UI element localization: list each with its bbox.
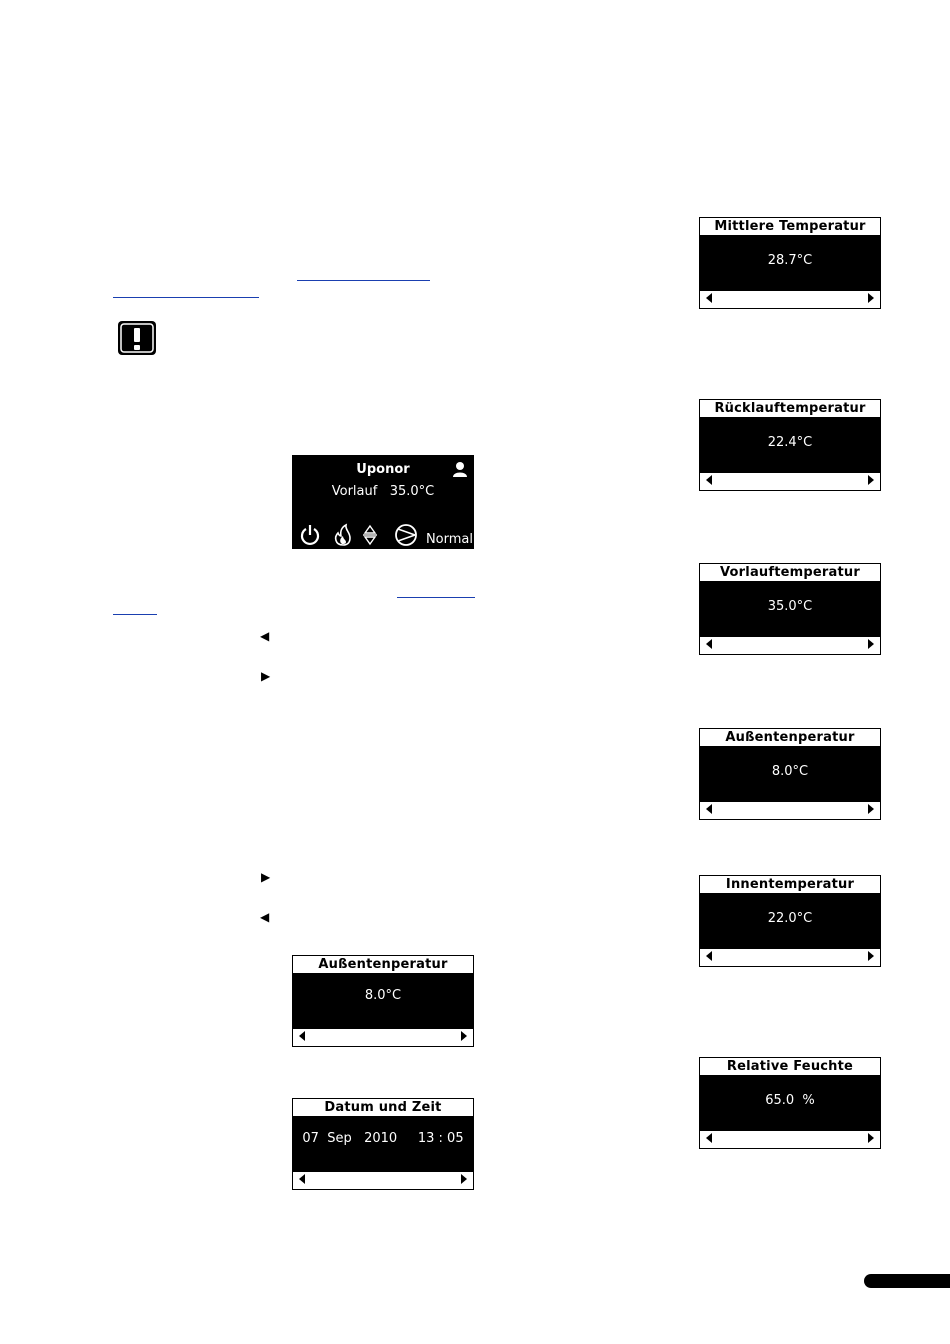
page-edge-tab	[864, 1274, 950, 1288]
panel-value: 8.0°C	[700, 747, 880, 801]
relative-humidity-panel	[699, 1057, 881, 1149]
left-arrow-icon	[706, 639, 712, 649]
right-arrow-icon	[868, 951, 874, 961]
panel-title: Relative Feuchte	[700, 1058, 880, 1076]
return-temperature-panel	[699, 399, 881, 491]
indoor-temperature-panel	[699, 875, 881, 967]
date-time-panel	[292, 1098, 474, 1190]
up-down-icon	[363, 526, 377, 544]
panel-nav	[700, 472, 880, 488]
right-arrow-icon: ▶	[261, 669, 271, 683]
supply-temperature-panel	[699, 563, 881, 655]
right-arrow-icon	[461, 1031, 467, 1041]
link-underline[interactable]	[113, 297, 259, 298]
left-arrow-icon	[299, 1174, 305, 1184]
pump-icon	[396, 525, 416, 545]
panel-title: Innentemperatur	[700, 876, 880, 894]
panel-nav	[700, 1130, 880, 1146]
panel-title: Außentenperatur	[700, 729, 880, 747]
user-icon	[452, 461, 468, 477]
left-arrow-icon	[706, 1133, 712, 1143]
panel-nav	[700, 801, 880, 817]
link-underline[interactable]	[297, 280, 430, 281]
link-underline[interactable]	[113, 614, 157, 615]
left-arrow-icon	[706, 951, 712, 961]
left-arrow-icon	[706, 293, 712, 303]
left-arrow-icon: ◀	[260, 629, 270, 643]
panel-value: 65.0 %	[700, 1076, 880, 1130]
heating-icon	[336, 525, 350, 545]
right-arrow-icon	[868, 293, 874, 303]
panel-nav	[700, 636, 880, 652]
panel-nav	[293, 1028, 473, 1044]
controller-main-display	[292, 455, 474, 549]
right-arrow-icon: ▶	[261, 870, 271, 884]
right-arrow-icon	[868, 639, 874, 649]
power-icon	[302, 525, 318, 544]
outdoor-temperature-panel	[292, 955, 474, 1047]
mode-label: Normal	[425, 532, 473, 547]
warning-icon	[117, 320, 157, 356]
left-arrow-icon	[706, 804, 712, 814]
panel-value: 07 Sep 2010 13 : 05	[293, 1117, 473, 1171]
mean-temperature-panel	[699, 217, 881, 309]
left-arrow-icon	[706, 475, 712, 485]
left-arrow-icon: ◀	[260, 910, 270, 924]
left-arrow-icon	[299, 1031, 305, 1041]
panel-nav	[700, 290, 880, 306]
right-arrow-icon	[868, 804, 874, 814]
panel-value: 22.4°C	[700, 418, 880, 472]
panel-title: Datum und Zeit	[293, 1099, 473, 1117]
panel-value: 28.7°C	[700, 236, 880, 290]
panel-title: Außentenperatur	[293, 956, 473, 974]
right-arrow-icon	[461, 1174, 467, 1184]
panel-nav	[700, 948, 880, 964]
right-arrow-icon	[868, 475, 874, 485]
right-arrow-icon	[868, 1133, 874, 1143]
panel-value: 35.0°C	[700, 582, 880, 636]
panel-title: Vorlauftemperatur	[700, 564, 880, 582]
outdoor-temperature-panel	[699, 728, 881, 820]
panel-nav	[293, 1171, 473, 1187]
panel-value: 22.0°C	[700, 894, 880, 948]
display-title: Uponor	[356, 462, 410, 477]
panel-title: Mittlere Temperatur	[700, 218, 880, 236]
status-icon-row	[300, 523, 430, 547]
link-underline[interactable]	[397, 597, 475, 598]
panel-title: Rücklauftemperatur	[700, 400, 880, 418]
supply-temperature-line: Vorlauf 35.0°C	[331, 484, 435, 499]
panel-value: 8.0°C	[293, 974, 473, 1028]
